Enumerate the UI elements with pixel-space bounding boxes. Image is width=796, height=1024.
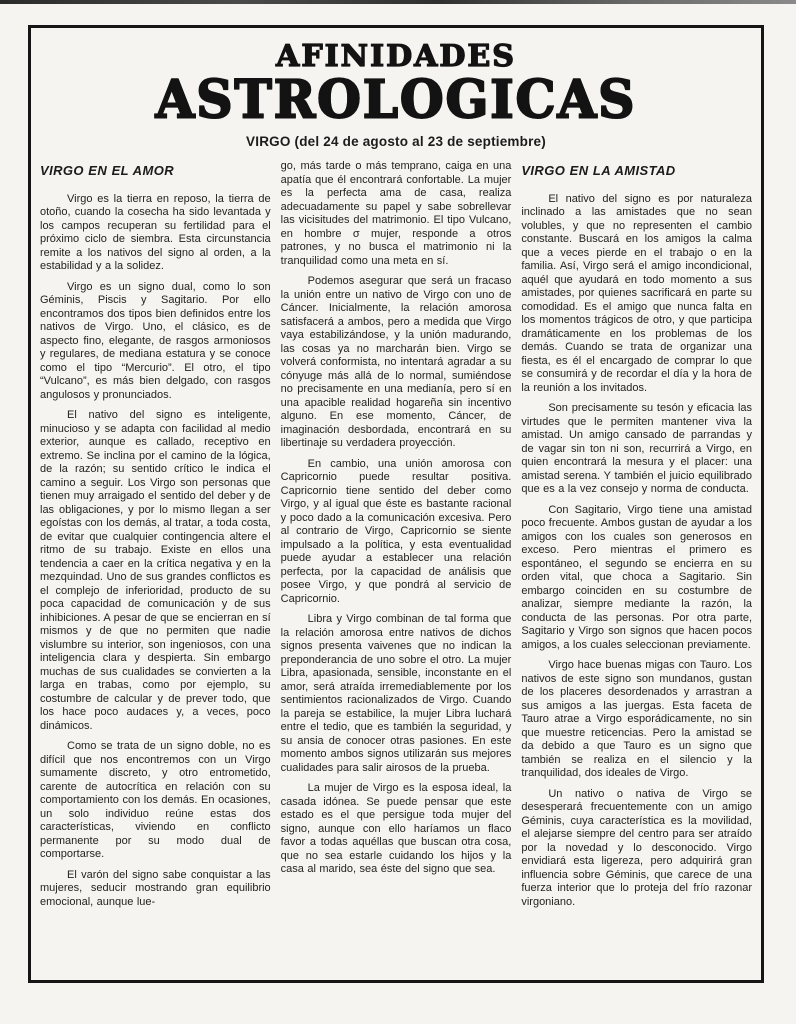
article-frame bbox=[28, 25, 764, 983]
section-heading-amistad: VIRGO EN LA AMISTAD bbox=[521, 163, 676, 178]
paragraph: El nativo del signo es inteligente, minucioso y se adapta con facilidad al medio exterior, aunque es callado, receptivo en extremo. Se inclina por el camino de la lógica, de la razón; su sentido crítico le indica el camino a seguir. Los Virgo son personas que tienen muy arraigado el sentido del deber y de las obligaciones, y por lo mismo llegan a ser egoístas con los demás, al tratar, a toda costa, de evitar que cualquier contingencia altere el ritmo de su trabajo. Existe en ellos una tendencia a caer en la crítica negativa y en la mezquindad. Uno de sus grandes conflictos es el complejo de inferioridad, producto de su poca capacidad de comunicación y de sus inhibiciones. A pesar de que se encierran en sí mismos y de que no permiten que nadie vislumbre su interior, son ingeniosos, con una inteligencia clara y despierta. Sin embargo muchas de sus cualidades se convierten a la larga en trabas, como por ejemplo, su costumbre de calcular y de prever todo, que los hace poco audaces y, a veces, poco dinámicos. bbox=[40, 409, 271, 732]
masthead bbox=[31, 28, 761, 149]
column-virgo-en-el-amor bbox=[40, 160, 271, 916]
page-title-line-2: ASTROLOGICAS bbox=[155, 68, 637, 131]
column-left-paragraphs bbox=[40, 193, 271, 910]
column-right-paragraphs bbox=[521, 193, 752, 910]
scan-edge-artifact bbox=[0, 0, 796, 4]
paragraph: go, más tarde o más temprano, caiga en una apatía que él encontrará confortable. La mujer es la perfecta ama de casa, realiza adecuadamente su papel y sabe sobrellevar las vicisitudes del matrimonio. El tipo Vulcano, en hombre σ mujer, responde a otros patrones, y no busca el matrimonio ni la tranquilidad como una meta en sí. bbox=[280, 160, 512, 267]
column-middle-continuation bbox=[281, 160, 512, 916]
paragraph: El nativo del signo es por naturaleza inclinado a las amistades que no sean volubles, y que no representen el cambio constante. Buscará en los amigos la calma que a veces pierde en el trabajo o en la familia. Así, Virgo será el amigo incondicional, aquél que ayudará en todo momento a sus amistades, por quienes sacrificará en parte su comodidad. Es el amigo que nunca falta en los momentos trágicos de otro, y que participa dramáticamente en los problemas de los demás. Cuando se trata de organizar una fiesta, es él el encargado de comprar lo que se consumirá y de recordar el día y la hora de la reunión a los invitados. bbox=[521, 192, 753, 394]
paragraph: Virgo hace buenas migas con Tauro. Los nativos de este signo son mundanos, gustan de los placeres desordenados y arrastran a sus amigos a las juergas. Esta faceta de Tauro atrae a Virgo esporádicamente, no sin que muestre reticencias. Pero la amistad se da debido a que Tauro es un signo que también se realiza en el silencio y la tranquilidad, dos ideales de Virgo. bbox=[521, 659, 753, 779]
article-columns bbox=[31, 160, 761, 916]
paragraph: La mujer de Virgo es la esposa ideal, la casada idónea. Se puede pensar que este estado es el que persigue toda mujer del signo, aunque con ello haríamos un flaco favor a todas aquéllas que buscan otra cosa, que no sea estarle cuidando los hijos y la casa al marido, sea éste del signo que sea. bbox=[280, 782, 512, 875]
column-middle-paragraphs bbox=[281, 160, 512, 877]
paragraph: Con Sagitario, Virgo tiene una amistad poco frecuente. Ambos gustan de ayudar a los amigos con los cuales son generosos en exceso. Pero mientras el primero es espontáneo, el segundo se encierra en su orden vital, que choca a Sagitario. Sin embargo coinciden en su costumbre de analizar, siempre mediante la razón, la conducta de las personas. Por otra parte, Sagitario y Virgo son signos que hacen pocos amigos, a los cuales seleccionan previamente. bbox=[521, 503, 753, 651]
paragraph: Virgo es la tierra en reposo, la tierra de otoño, cuando la cosecha ha sido levantada y los campos recuperan su fertilidad para el próximo ciclo de siembra. Esta circunstancia remite a los nativos del signo al orden, a la estabilidad y a la solidez. bbox=[40, 192, 271, 272]
paragraph: Podemos asegurar que será un fracaso la unión entre un nativo de Virgo con uno de Cáncer. Inicialmente, la relación amorosa satisfacerá a ambos, pero a medida que Virgo vaya estabilizándose, y la unión madurando, las cosas ya no marcharán bien. Virgo se volverá conformista, no intentará agradar a su cónyuge más allá de lo normal, sumiéndose no precisamente en una medianía, pero sí en una apacible realidad hogareña sin incentivo alguno. En ese momento, Cáncer, de imaginación desbordada, encontrará en su libertinaje su verdadera proyección. bbox=[280, 275, 512, 449]
paragraph: Son precisamente su tesón y eficacia las virtudes que le permiten mantener viva la amistad. Un amigo cansado de parrandas y de vagar sin ton ni son, recurrirá a Virgo, en quien encontrará la mesura y el placer: una amistad serena. Y también el juicio equilibrado que es a la vez consejo y norma de conducta. bbox=[521, 402, 753, 495]
paragraph: Un nativo o nativa de Virgo se desesperará frecuentemente con un amigo Géminis, cuya característica es la movilidad, el alejarse siempre del centro para ser atraído por la novedad y lo desconocido. Virgo envidiará esta ligereza, pero adquirirá gran influencia sobre Géminis, que carece de una fuerza interior que lo proteja del frío razonar virgoniano. bbox=[521, 787, 753, 908]
paragraph: Libra y Virgo combinan de tal forma que la relación amorosa entre nativos de dichos signos presenta vaivenes que no indican la preponderancia de uno sobre el otro. La mujer Libra, apasionada, sensible, inconstante en el amor, será atraída irremediablemente por los sentimientos racionalizados de Virgo. Cuando la pareja se estabilice, la mujer Libra luchará entre el tedio, que es también la seguridad, y su ansia de conocer otras pasiones. En este momento ambos signos utilizarán sus mejores cualidades para salir airosos de la prueba. bbox=[280, 613, 512, 774]
paragraph: Como se trata de un signo doble, no es difícil que nos encontremos con un Virgo sumamente discreto, y otro entrometido, carente de autocrítica en relación con su comportamiento con los demás. En ocasiones, un solo individuo reúne estas dos características, viviendo en conflicto permanente por su modo dual de comportarse. bbox=[40, 740, 271, 860]
page-title-line-1: AFINIDADES bbox=[276, 39, 516, 74]
sign-date-range-subtitle: VIRGO (del 24 de agosto al 23 de septiembre) bbox=[246, 134, 546, 149]
column-virgo-en-la-amistad bbox=[521, 160, 752, 916]
paragraph: Virgo es un signo dual, como lo son Géminis, Piscis y Sagitario. Por ello encontramos dos tipos bien definidos entre los nativos de Virgo. Uno, el clásico, es de aspecto fino, elegante, de rasgos armoniosos y regulares, de mediana estatura y se conoce como el tipo “Mercurio”. El otro, el tipo “Vulcano”, es más bien delgado, con rasgos angulosos y pronunciados. bbox=[40, 280, 271, 401]
paragraph: El varón del signo sabe conquistar a las mujeres, seducir mostrando gran equilibrio emocional, aunque lue- bbox=[40, 868, 271, 908]
section-heading-amor: VIRGO EN EL AMOR bbox=[40, 163, 175, 178]
paragraph: En cambio, una unión amorosa con Capricornio puede resultar positiva. Capricornio tiene sentido del deber como Virgo, y al igual que éste es bastante racional y poco dado a la comunicación excesiva. Pero al contrario de Virgo, Capricornio se siente impulsado a la política, y esta eventualidad puede ayudar a establecer una relación perfecta, por la capacidad de análisis que posee Virgo, y que pondrá al servicio de Capricornio. bbox=[280, 457, 512, 605]
